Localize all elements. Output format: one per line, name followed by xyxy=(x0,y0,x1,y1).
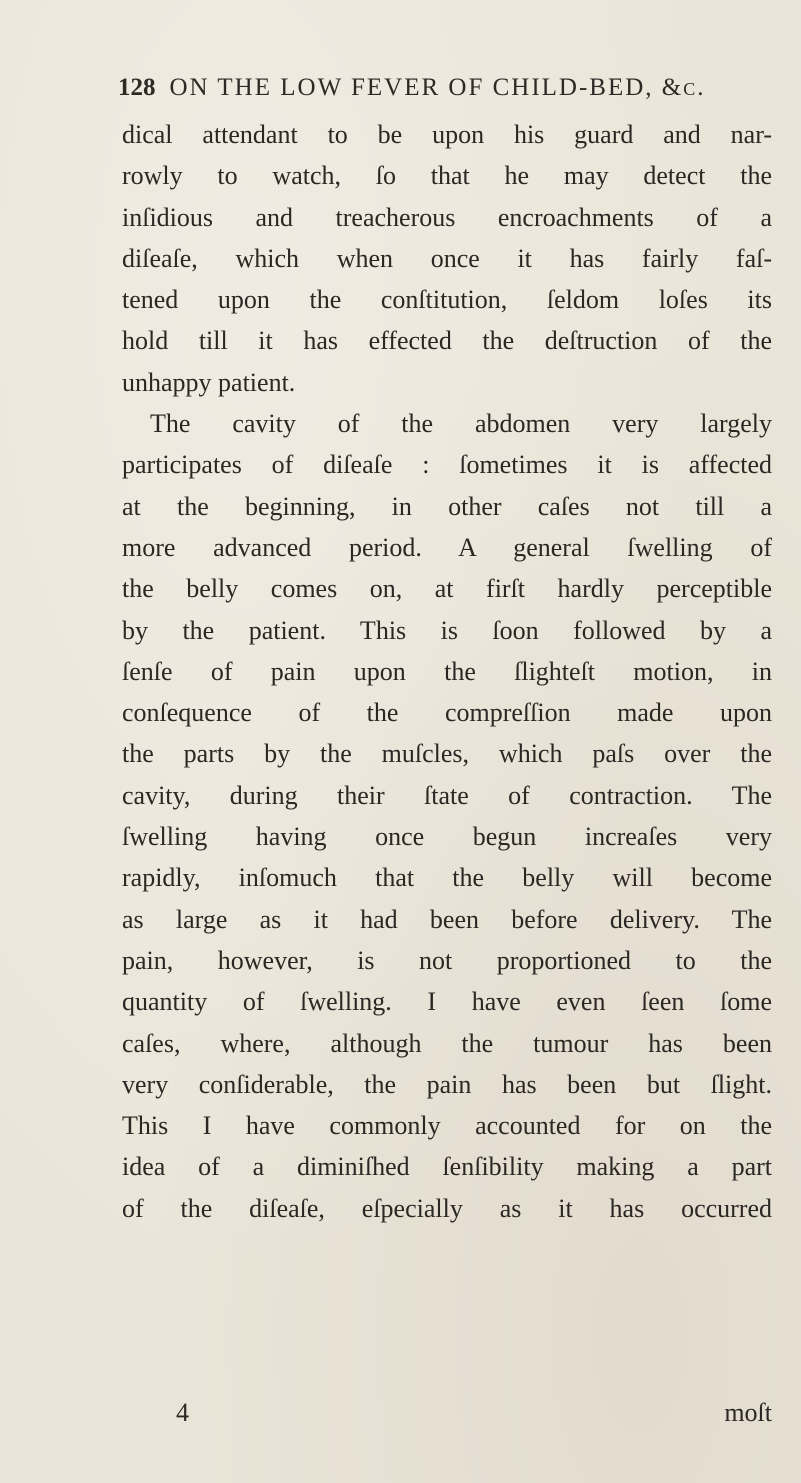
text-line: very conſiderable, the pain has been but ſlight. xyxy=(122,1069,772,1099)
running-title: ON THE LOW FEVER OF CHILD-BED, &c. xyxy=(169,74,706,101)
text-line: cavity, during their ſtate of contraction. The xyxy=(122,780,772,810)
text-line: of the diſeaſe, eſpecially as it has occurred xyxy=(122,1193,772,1223)
page-number: 128 xyxy=(118,74,156,101)
text-line: the parts by the muſcles, which paſs over the xyxy=(122,739,772,769)
text-line: idea of a diminiſhed ſenſibility making a part xyxy=(122,1152,772,1182)
catchword: moſt xyxy=(724,1398,772,1427)
text-line: dical attendant to be upon his guard and nar- xyxy=(122,120,772,149)
text-line: caſes, where, although the tumour has been xyxy=(122,1028,772,1058)
text-line: pain, however, is not proportioned to the xyxy=(122,945,772,975)
text-line: rowly to watch, ſo that he may detect the xyxy=(122,161,772,191)
text-line: as large as it had been before delivery. The xyxy=(122,904,772,934)
text-line: unhappy patient. xyxy=(122,367,296,397)
text-line: ſwelling having once begun increaſes very xyxy=(122,822,772,852)
text-line: quantity of ſwelling. I have even ſeen ſome xyxy=(122,987,772,1017)
text-line: hold till it has effected the deſtruction of the xyxy=(122,326,772,356)
text-line: diſeaſe, which when once it has fairly faſ- xyxy=(122,243,772,273)
text-line: The cavity of the abdomen very largely xyxy=(150,409,772,439)
page-footer xyxy=(122,1393,772,1433)
text-line: at the beginning, in other caſes not till a xyxy=(122,491,772,521)
text-line: rapidly, inſomuch that the belly will become xyxy=(122,863,772,893)
text-line: ſenſe of pain upon the ſlighteſt motion, in xyxy=(122,656,772,686)
text-line: This I have commonly accounted for on the xyxy=(122,1111,772,1141)
running-head xyxy=(118,74,758,102)
text-line: by the patient. This is ſoon followed by a xyxy=(122,615,772,645)
body-text xyxy=(122,114,772,1229)
text-line: conſequence of the compreſſion made upon xyxy=(122,698,772,728)
text-line: the belly comes on, at firſt hardly perceptible xyxy=(122,574,772,604)
text-line: participates of diſeaſe : ſometimes it is affected xyxy=(122,450,772,480)
text-line: more advanced period. A general ſwelling of xyxy=(122,532,772,562)
text-line: inſidious and treacherous encroachments of a xyxy=(122,202,772,232)
signature-mark: 4 xyxy=(176,1398,189,1427)
text-line: tened upon the conſtitution, ſeldom loſes its xyxy=(122,285,772,315)
